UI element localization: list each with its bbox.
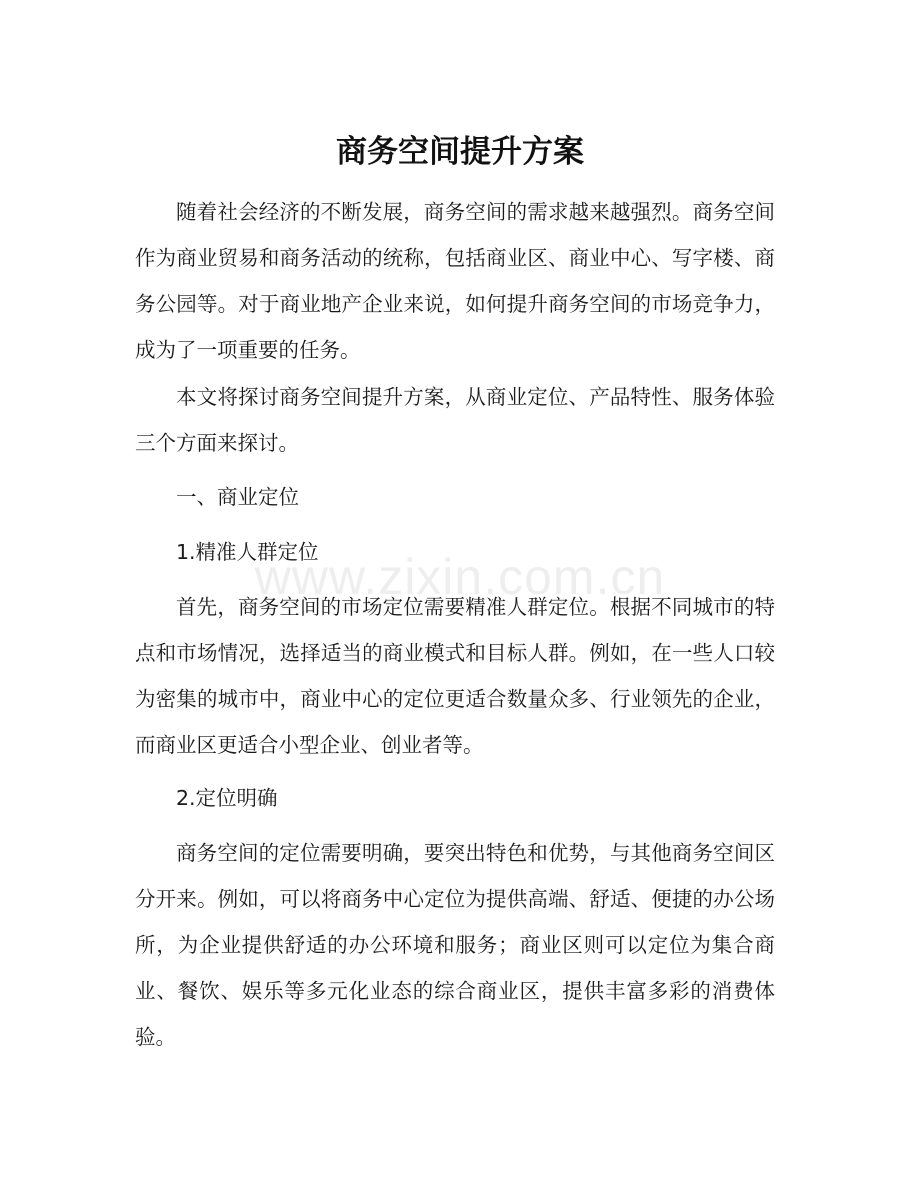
section-heading-positioning: 一、商业定位 <box>176 485 299 509</box>
page-title: 商务空间提升方案 <box>336 134 584 170</box>
subsection-heading-clear-positioning: 2.定位明确 <box>176 786 278 810</box>
clear-positioning-paragraph: 商务空间的定位需要明确，要突出特色和优势，与其他商务空间区分开来。例如，可以将商务中心定位为提供高端、舒适、便捷的办公场所，为企业提供舒适的办公环境和服务；商业区则可以定位为集合商业、餐饮、娱乐等多元化业态的综合商业区，提供丰富多彩的消费体验。 <box>135 841 775 1049</box>
subsection-heading-target-audience: 1.精准人群定位 <box>176 540 319 564</box>
overview-paragraph: 本文将探讨商务空间提升方案，从商业定位、产品特性、服务体验三个方面来探讨。 <box>135 385 775 455</box>
intro-paragraph: 随着社会经济的不断发展，商务空间的需求越来越强烈。商务空间作为商业贸易和商务活动的统称，包括商业区、商业中心、写字楼、商务公园等。对于商业地产企业来说，如何提升商务空间的市场竞争力，成为了一项重要的任务。 <box>135 200 775 362</box>
watermark: www.zixin.com.cn <box>254 549 666 605</box>
target-audience-paragraph: 首先，商务空间的市场定位需要精准人群定位。根据不同城市的特点和市场情况，选择适当的商业模式和目标人群。例如，在一些人口较为密集的城市中，商业中心的定位更适合数量众多、行业领先的企业，而商业区更适合小型企业、创业者等。 <box>135 595 775 757</box>
